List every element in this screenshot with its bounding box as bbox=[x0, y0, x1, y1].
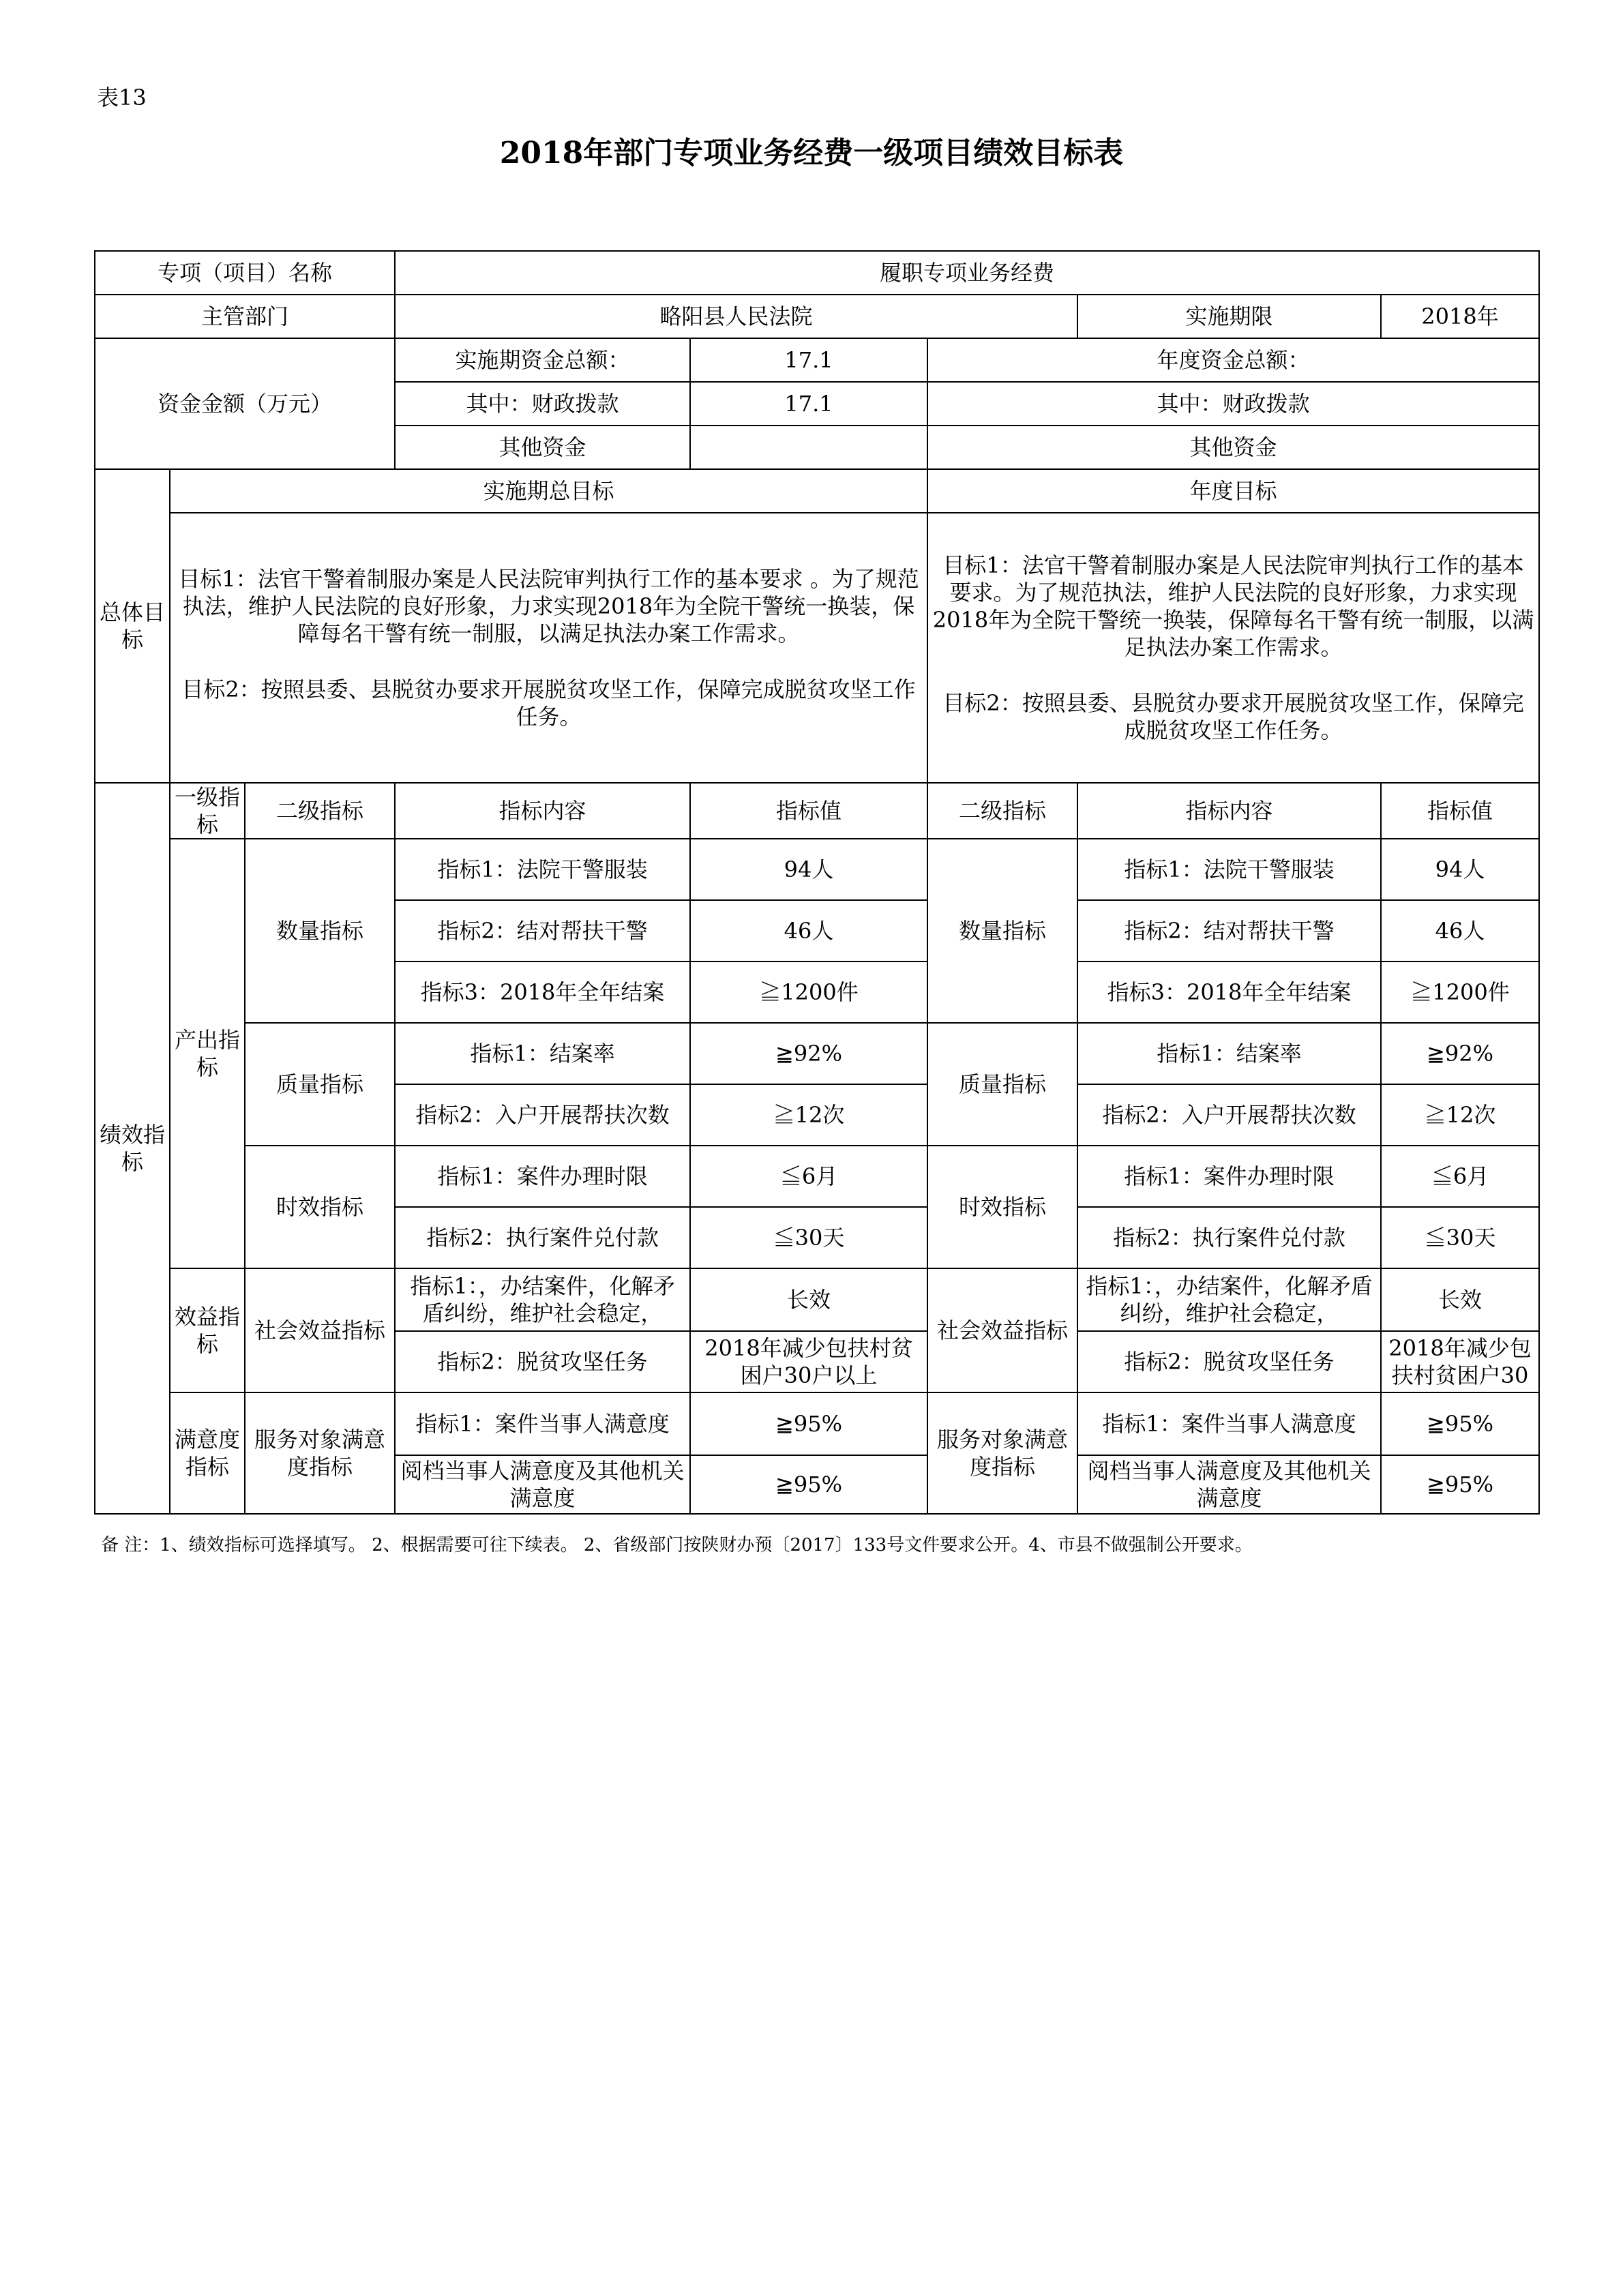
row-content: 阅档当事人满意度及其他机关满意度 bbox=[395, 1455, 690, 1514]
annual-goal-1: 目标1：法官干警着制服办案是人民法院审判执行工作的基本要求。为了规范执法，维护人民法院的良好形象，力求实现2018年为全院干警统一换装，保障每名干警有统一制服，以满足执法办案工作需求。 bbox=[932, 552, 1534, 660]
table-number: 表13 bbox=[97, 85, 147, 110]
row-value-annual: ≧95% bbox=[1381, 1455, 1539, 1514]
col-level2: 二级指标 bbox=[245, 783, 395, 839]
row-value: ≧1200件 bbox=[690, 961, 927, 1023]
col-value-annual: 指标值 bbox=[1381, 783, 1539, 839]
level2-quantity-annual: 数量指标 bbox=[927, 839, 1077, 1023]
row-value-annual: 94人 bbox=[1381, 839, 1539, 900]
perf-label: 绩效指标 bbox=[95, 783, 170, 1514]
row-value: ≧12次 bbox=[690, 1084, 927, 1146]
row-content: 指标2：脱贫攻坚任务 bbox=[395, 1331, 690, 1392]
annual-goal-2: 目标2：按照县委、县脱贫办要求开展脱贫攻坚工作，保障完成脱贫攻坚工作任务。 bbox=[942, 690, 1524, 743]
period-value: 2018年 bbox=[1381, 295, 1539, 338]
col-level2-annual: 二级指标 bbox=[927, 783, 1077, 839]
row-content: 指标1：法院干警服装 bbox=[395, 839, 690, 900]
row-content: 指标1：，办结案件，化解矛盾纠纷，维护社会稳定， bbox=[395, 1268, 690, 1331]
annual-other-label: 其他资金 bbox=[927, 426, 1539, 469]
level2-timeliness: 时效指标 bbox=[245, 1146, 395, 1268]
period-goal-1: 目标1：法官干警着制服办案是人民法院审判执行工作的基本要求 。为了规范执法，维护人民法院的良好形象，力求实现2018年为全院干警统一换装，保障每名干警有统一制服，以满足执法办案工作需求。 bbox=[178, 566, 919, 646]
row-content: 指标1：结案率 bbox=[395, 1023, 690, 1084]
project-name: 履职专项业务经费 bbox=[395, 251, 1539, 295]
group-benefit: 效益指标 bbox=[170, 1268, 245, 1392]
row-content: 指标2：入户开展帮扶次数 bbox=[395, 1084, 690, 1146]
row-value-annual: ≧12次 bbox=[1381, 1084, 1539, 1146]
row-value: 长效 bbox=[690, 1268, 927, 1331]
col-level1: 一级指标 bbox=[170, 783, 245, 839]
period-goal-header: 实施期总目标 bbox=[170, 469, 927, 513]
row-value-annual: 长效 bbox=[1381, 1268, 1539, 1331]
level2-quality-annual: 质量指标 bbox=[927, 1023, 1077, 1146]
row-content: 指标2：执行案件兑付款 bbox=[395, 1207, 690, 1268]
dept-label: 主管部门 bbox=[95, 295, 395, 338]
row-value: ≦30天 bbox=[690, 1207, 927, 1268]
funds-total-label: 实施期资金总额： bbox=[395, 338, 690, 382]
performance-goal-table bbox=[94, 250, 1540, 1515]
project-name-label: 专项（项目）名称 bbox=[95, 251, 395, 295]
row-content: 指标1：案件当事人满意度 bbox=[395, 1392, 690, 1455]
level2-quality: 质量指标 bbox=[245, 1023, 395, 1146]
row-value: ≧92% bbox=[690, 1023, 927, 1084]
row-value-annual: 46人 bbox=[1381, 900, 1539, 961]
col-value: 指标值 bbox=[690, 783, 927, 839]
period-goal-2: 目标2：按照县委、县脱贫办要求开展脱贫攻坚工作，保障完成脱贫攻坚工作任务。 bbox=[181, 676, 916, 730]
row-content-annual: 指标2：脱贫攻坚任务 bbox=[1077, 1331, 1381, 1392]
period-label: 实施期限 bbox=[1077, 295, 1381, 338]
level2-service: 服务对象满意度指标 bbox=[245, 1392, 395, 1514]
annual-goals bbox=[927, 513, 1539, 783]
row-value: ≧95% bbox=[690, 1392, 927, 1455]
row-value: 2018年减少包扶村贫困户30户以上 bbox=[690, 1331, 927, 1392]
funds-other-value bbox=[690, 426, 927, 469]
footnote: 备 注：1、绩效指标可选择填写。 2、根据需要可往下续表。 2、省级部门按陕财办预〔2017〕133号文件要求公开。4、市县不做强制公开要求。 bbox=[101, 1535, 1253, 1555]
level2-timeliness-annual: 时效指标 bbox=[927, 1146, 1077, 1268]
group-output: 产出指标 bbox=[170, 839, 245, 1268]
row-value-annual: ≦30天 bbox=[1381, 1207, 1539, 1268]
funds-other-label: 其他资金 bbox=[395, 426, 690, 469]
group-satisfaction: 满意度指标 bbox=[170, 1392, 245, 1514]
funds-label: 资金金额（万元） bbox=[95, 338, 395, 469]
level2-service-annual: 服务对象满意度指标 bbox=[927, 1392, 1077, 1514]
dept-value: 略阳县人民法院 bbox=[395, 295, 1077, 338]
funds-fiscal-label: 其中：财政拨款 bbox=[395, 382, 690, 426]
overall-goal-label: 总体目标 bbox=[95, 469, 170, 783]
funds-fiscal-value: 17.1 bbox=[690, 382, 927, 426]
level2-social: 社会效益指标 bbox=[245, 1268, 395, 1392]
row-value: ≦6月 bbox=[690, 1146, 927, 1207]
row-value-annual: ≧92% bbox=[1381, 1023, 1539, 1084]
level2-social-annual: 社会效益指标 bbox=[927, 1268, 1077, 1392]
annual-fiscal-label: 其中：财政拨款 bbox=[927, 382, 1539, 426]
row-value-annual: 2018年减少包扶村贫困户30 bbox=[1381, 1331, 1539, 1392]
col-content: 指标内容 bbox=[395, 783, 690, 839]
row-value-annual: ≧95% bbox=[1381, 1392, 1539, 1455]
annual-goal-header: 年度目标 bbox=[927, 469, 1539, 513]
row-value: ≧95% bbox=[690, 1455, 927, 1514]
col-content-annual: 指标内容 bbox=[1077, 783, 1381, 839]
row-value: 94人 bbox=[690, 839, 927, 900]
row-content-annual: 指标2：执行案件兑付款 bbox=[1077, 1207, 1381, 1268]
row-content: 指标2：结对帮扶干警 bbox=[395, 900, 690, 961]
row-content-annual: 指标2：入户开展帮扶次数 bbox=[1077, 1084, 1381, 1146]
annual-total-label: 年度资金总额： bbox=[927, 338, 1539, 382]
level2-quantity: 数量指标 bbox=[245, 839, 395, 1023]
row-content: 指标1：案件办理时限 bbox=[395, 1146, 690, 1207]
row-content-annual: 指标3：2018年全年结案 bbox=[1077, 961, 1381, 1023]
row-content-annual: 指标1：法院干警服装 bbox=[1077, 839, 1381, 900]
row-content: 指标3：2018年全年结案 bbox=[395, 961, 690, 1023]
funds-total-value: 17.1 bbox=[690, 338, 927, 382]
row-content-annual: 指标1：，办结案件，化解矛盾纠纷，维护社会稳定， bbox=[1077, 1268, 1381, 1331]
row-content-annual: 指标1：结案率 bbox=[1077, 1023, 1381, 1084]
row-content-annual: 指标2：结对帮扶干警 bbox=[1077, 900, 1381, 961]
row-content-annual: 指标1：案件办理时限 bbox=[1077, 1146, 1381, 1207]
row-value: 46人 bbox=[690, 900, 927, 961]
page-title: 2018年部门专项业务经费一级项目绩效目标表 bbox=[499, 136, 1124, 170]
row-value-annual: ≧1200件 bbox=[1381, 961, 1539, 1023]
row-value-annual: ≦6月 bbox=[1381, 1146, 1539, 1207]
period-goals bbox=[170, 513, 927, 783]
row-content-annual: 指标1：案件当事人满意度 bbox=[1077, 1392, 1381, 1455]
row-content-annual: 阅档当事人满意度及其他机关满意度 bbox=[1077, 1455, 1381, 1514]
